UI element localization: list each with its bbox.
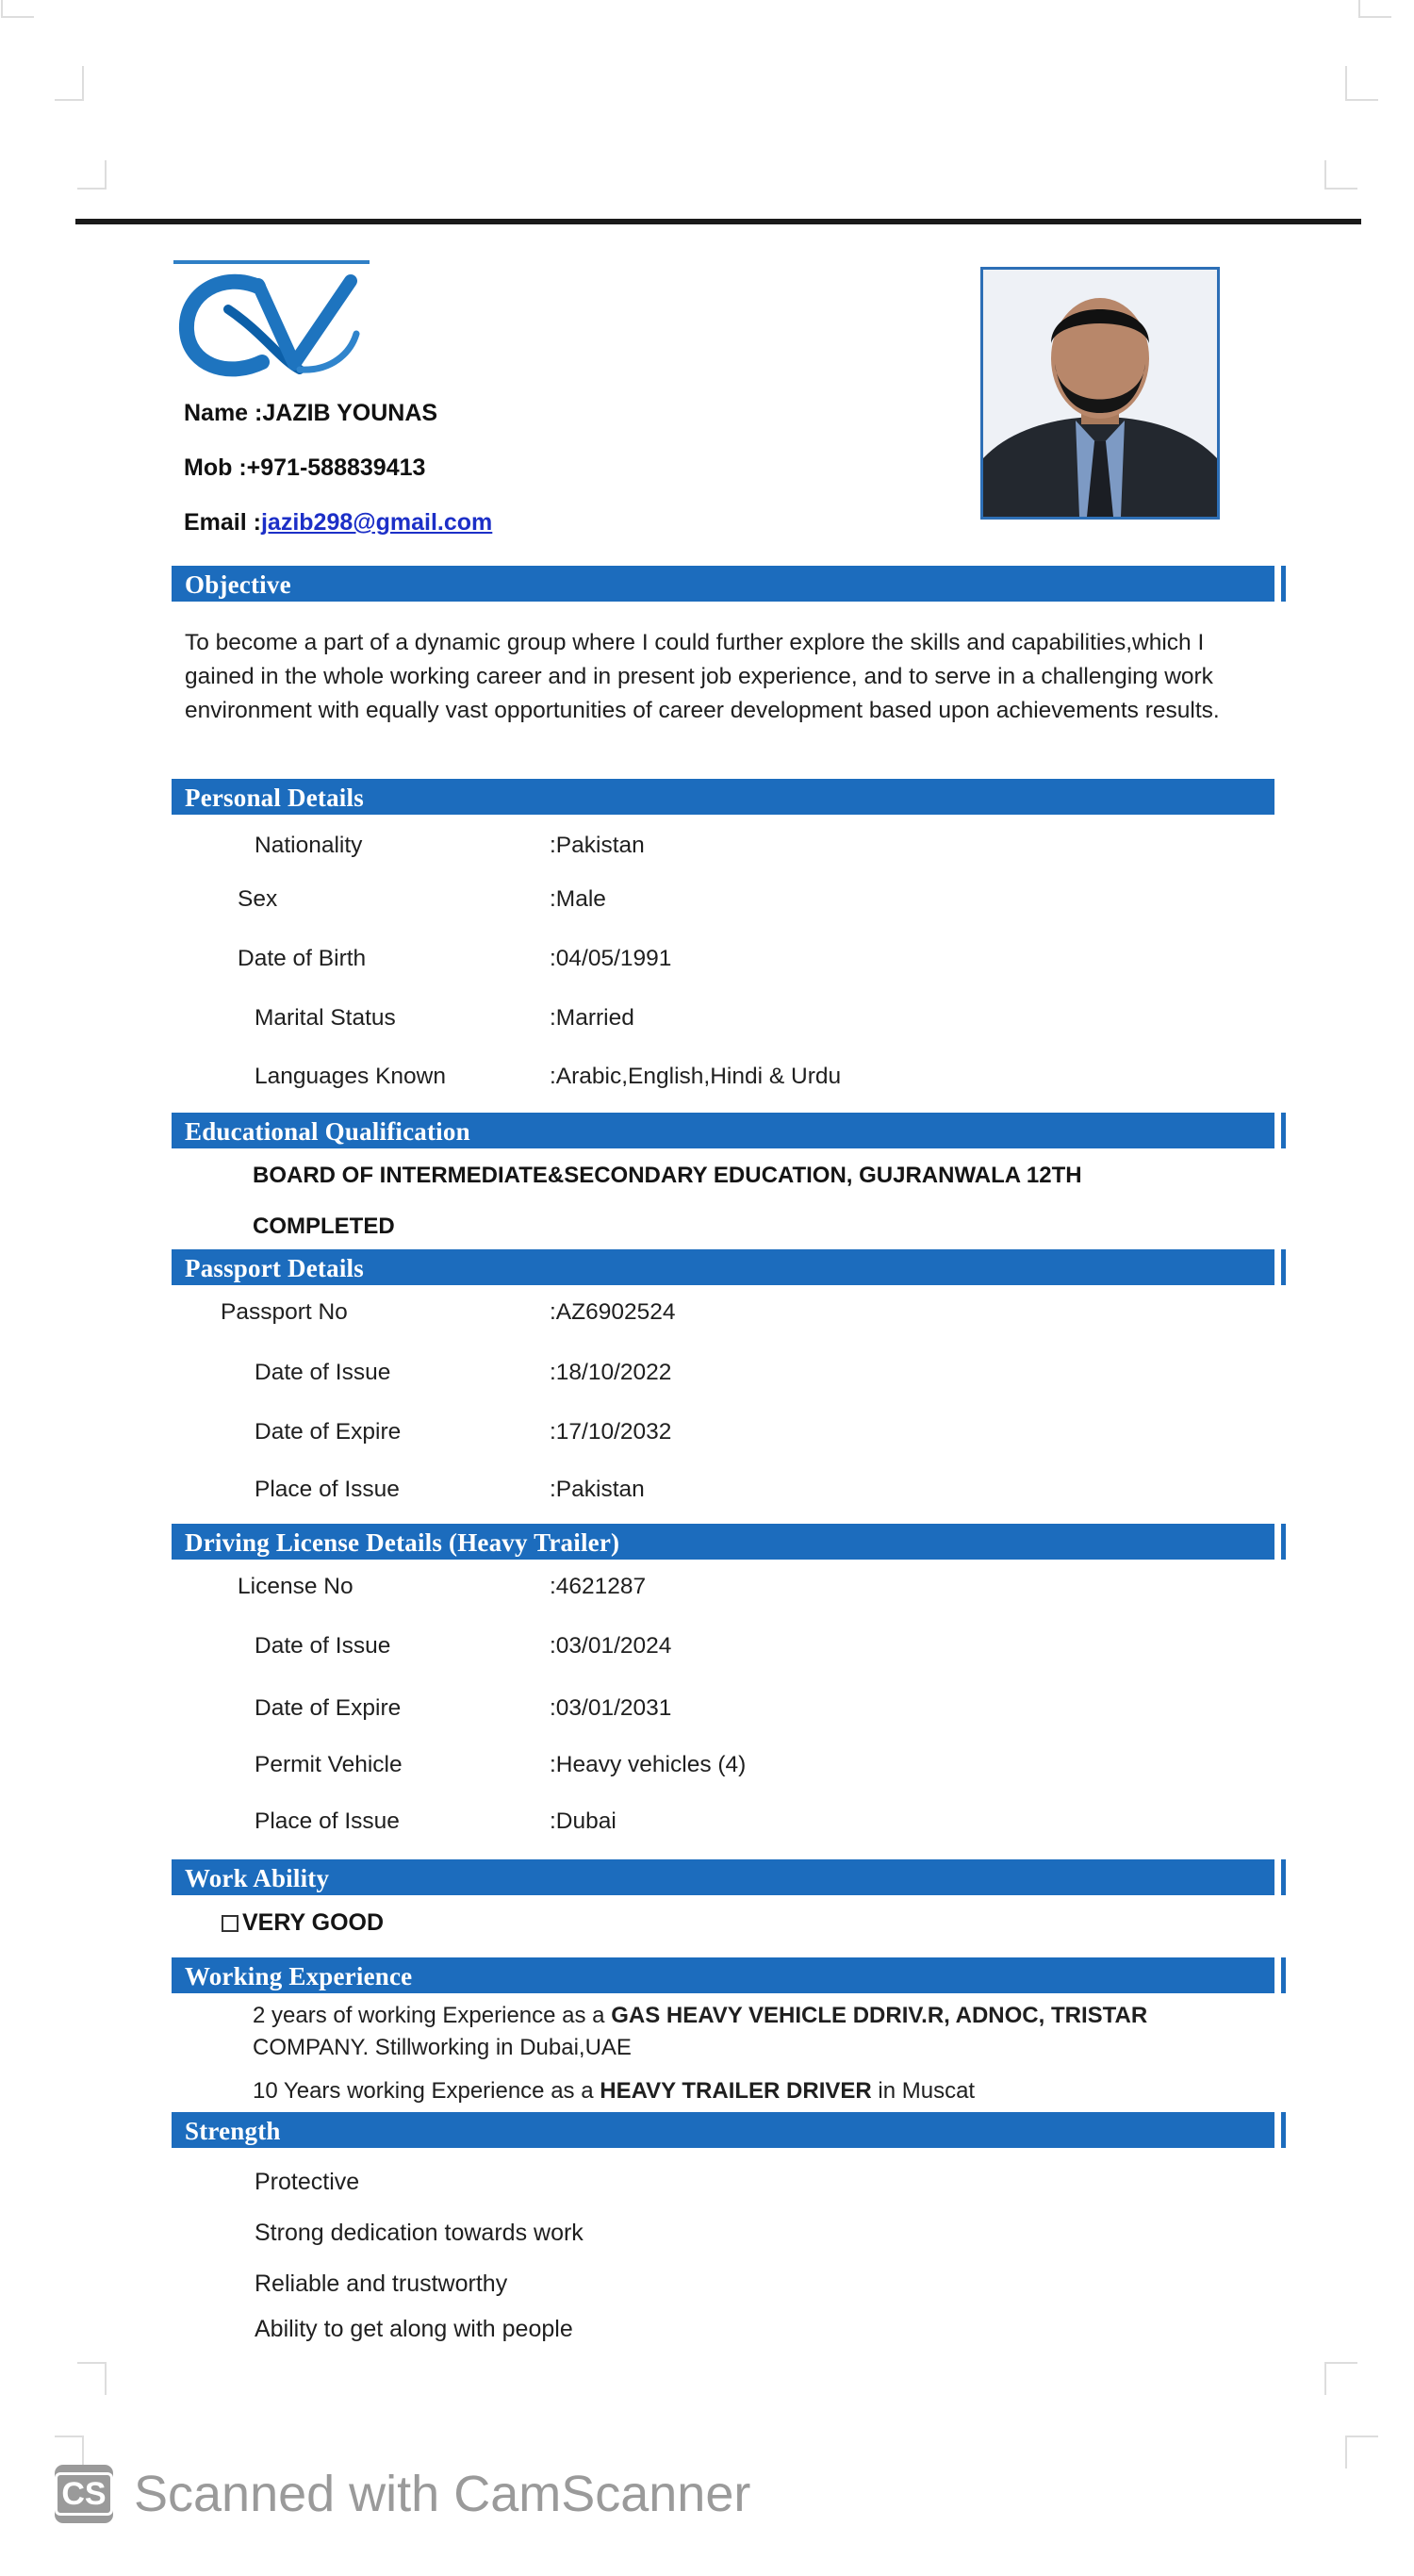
languages-label: Languages Known: [255, 1064, 446, 1089]
license-place-label: Place of Issue: [255, 1808, 400, 1834]
experience-item-2-role: HEAVY TRAILER DRIVER: [600, 2078, 872, 2104]
crop-mark-icon: [1342, 66, 1378, 102]
objective-title: Objective: [185, 570, 291, 599]
person-avatar-icon: [983, 270, 1217, 517]
crop-mark-icon: [55, 66, 90, 102]
section-bar-end: [1281, 1113, 1286, 1148]
license-no-value: :4621287: [550, 1574, 647, 1599]
personal-section-header: [172, 779, 1274, 815]
dob-value: :04/05/1991: [550, 946, 672, 971]
license-issue-value: :03/01/2024: [550, 1633, 672, 1659]
crop-mark-icon: [1322, 160, 1357, 196]
checkbox-icon: [222, 1915, 238, 1932]
crop-mark-icon: [55, 2433, 90, 2469]
nationality-label: Nationality: [255, 833, 363, 858]
section-bar-end: [1281, 1859, 1286, 1895]
languages-value: :Arabic,English,Hindi & Urdu: [550, 1064, 842, 1089]
section-bar-end: [1281, 2112, 1286, 2148]
passport-expire-value: :17/10/2032: [550, 1419, 672, 1445]
passport-place-value: :Pakistan: [550, 1477, 645, 1502]
section-bar-end: [1281, 1957, 1286, 1993]
sex-value: :Male: [550, 886, 606, 912]
marital-label: Marital Status: [255, 1005, 396, 1031]
experience-section-header: [172, 1957, 1274, 1993]
top-rule: [75, 219, 1361, 224]
watermark-text: Scanned with CamScanner: [134, 2466, 751, 2522]
crop-mark-icon: [77, 160, 113, 196]
personal-title: Personal Details: [185, 784, 364, 812]
license-place-value: :Dubai: [550, 1808, 617, 1834]
strength-item: Protective: [255, 2169, 360, 2195]
crop-mark-icon: [1357, 0, 1393, 36]
education-title: Educational Qualification: [185, 1117, 470, 1146]
crop-mark-icon: [1322, 2359, 1357, 2395]
passport-section-header: [172, 1249, 1274, 1285]
education-section-header: [172, 1113, 1274, 1148]
passport-issue-value: :18/10/2022: [550, 1360, 672, 1385]
email-line: [184, 509, 492, 537]
passport-place-label: Place of Issue: [255, 1477, 400, 1502]
section-bar-end: [1281, 566, 1286, 602]
strength-item: Ability to get along with people: [255, 2316, 573, 2342]
crop-mark-icon: [1342, 2433, 1378, 2469]
strength-section-header: [172, 2112, 1274, 2148]
experience-item-1-pre: 2 years of working Experience as a: [253, 2003, 612, 2028]
email-label: Email :: [184, 509, 261, 536]
objective-section-header: [172, 566, 1274, 602]
permit-vehicle-value: :Heavy vehicles (4): [550, 1752, 747, 1777]
education-line2: COMPLETED: [253, 1214, 395, 1239]
email-link[interactable]: jazib298@gmail.com: [260, 509, 493, 536]
nationality-value: :Pakistan: [550, 833, 645, 858]
profile-photo: [980, 267, 1220, 520]
experience-title: Working Experience: [185, 1962, 413, 1990]
strength-title: Strength: [185, 2117, 281, 2145]
passport-no-label: Passport No: [221, 1299, 348, 1325]
experience-item-2: [253, 2078, 1271, 2105]
cv-logo-icon: [172, 258, 379, 390]
crop-mark-icon: [77, 2359, 113, 2395]
strength-item: Reliable and trustworthy: [255, 2271, 508, 2297]
experience-item-2-post: in Muscat: [871, 2078, 976, 2104]
dob-label: Date of Birth: [238, 946, 367, 971]
passport-issue-label: Date of Issue: [255, 1360, 391, 1385]
passport-expire-label: Date of Expire: [255, 1419, 402, 1445]
passport-no-value: :AZ6902524: [550, 1299, 676, 1325]
marital-value: :Married: [550, 1005, 634, 1031]
mobile-line: Mob :+971-588839413: [184, 454, 426, 481]
work-ability-text: VERY GOOD: [242, 1909, 385, 1936]
strength-item: Strong dedication towards work: [255, 2220, 584, 2246]
objective-text: To become a part of a dynamic group where I could further explore the skills and capabilities,which I gained in the whole working career and in present job experience, and to serve in a challenging work environment with equally vast opportunities of career development based upon achievements results.: [185, 630, 1220, 723]
experience-item-1-role: GAS HEAVY VEHICLE DDRIV.R, ADNOC, TRISTAR: [611, 2003, 1148, 2028]
license-section-header: [172, 1524, 1274, 1560]
education-line1: BOARD OF INTERMEDIATE&SECONDARY EDUCATION, GUJRANWALA 12TH: [253, 1163, 1082, 1188]
sex-label: Sex: [238, 886, 278, 912]
crop-mark-icon: [0, 0, 36, 36]
license-expire-value: :03/01/2031: [550, 1695, 672, 1721]
camscanner-watermark: [55, 2465, 750, 2523]
experience-item-1: [253, 2003, 1271, 2029]
section-bar-end: [1281, 1524, 1286, 1560]
camscanner-logo-text: CS: [55, 2472, 112, 2516]
license-no-label: License No: [238, 1574, 354, 1599]
experience-item-2-pre: 10 Years working Experience as a: [253, 2078, 600, 2104]
work-ability-title: Work Ability: [185, 1864, 330, 1892]
license-expire-label: Date of Expire: [255, 1695, 402, 1721]
license-issue-label: Date of Issue: [255, 1633, 391, 1659]
section-bar-end: [1281, 1249, 1286, 1285]
work-ability-section-header: [172, 1859, 1274, 1895]
camscanner-logo-icon: [55, 2465, 113, 2523]
license-title: Driving License Details (Heavy Trailer): [185, 1528, 620, 1557]
work-ability-value: [222, 1909, 384, 1937]
experience-item-1-line2: COMPANY. Stillworking in Dubai,UAE: [253, 2035, 632, 2060]
passport-title: Passport Details: [185, 1254, 364, 1282]
permit-vehicle-label: Permit Vehicle: [255, 1752, 403, 1777]
name-line: Name :JAZIB YOUNAS: [184, 400, 438, 426]
